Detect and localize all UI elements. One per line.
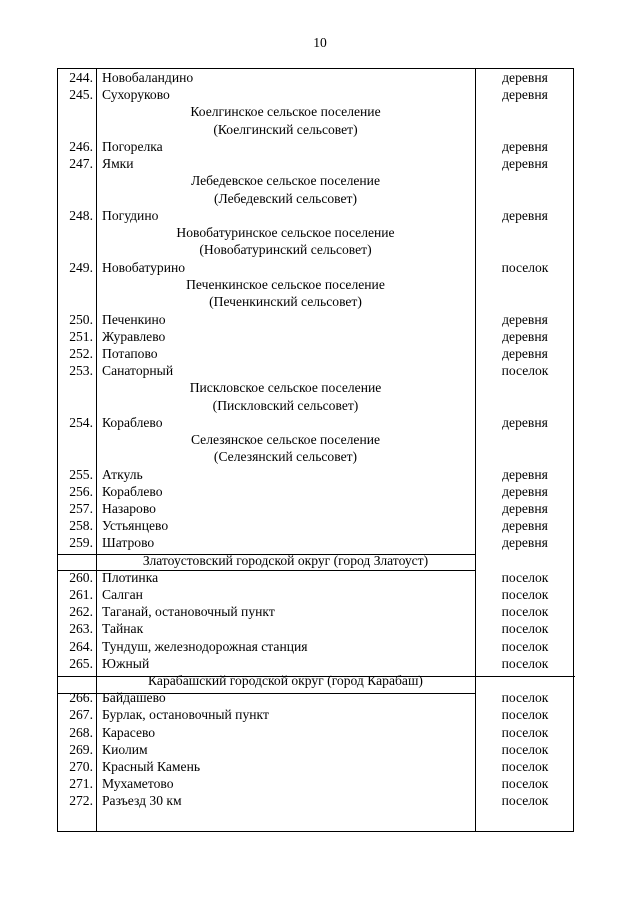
settlement-type: деревня bbox=[502, 311, 548, 327]
settlement-type: деревня bbox=[502, 466, 548, 482]
settlement-name: Погорелка bbox=[102, 138, 163, 154]
row-number: 269. bbox=[69, 741, 93, 757]
settlement-type: деревня bbox=[502, 414, 548, 430]
page-number: 10 bbox=[313, 35, 327, 50]
settlement-name: Киолим bbox=[102, 741, 148, 757]
settlement-name: Назарово bbox=[102, 501, 156, 516]
row-number: 247. bbox=[69, 156, 93, 172]
table-row bbox=[58, 689, 573, 706]
table-row bbox=[58, 569, 573, 586]
row-number: 252. bbox=[69, 345, 93, 361]
row-number: 260. bbox=[69, 569, 93, 585]
row-number: 266. bbox=[69, 690, 93, 706]
settlement-name: Байдашево bbox=[102, 690, 166, 706]
settlement-name: Тундуш, железнодорожная станция bbox=[102, 638, 308, 654]
table-row bbox=[58, 792, 573, 809]
table-row bbox=[58, 207, 573, 224]
row-number: 246. bbox=[69, 138, 93, 154]
row-number: 256. bbox=[69, 483, 93, 499]
settlement-name: Шатрово bbox=[102, 535, 155, 551]
settlement-type: деревня bbox=[502, 70, 548, 85]
settlement-group-header bbox=[58, 379, 573, 396]
settlement-type: поселок bbox=[501, 776, 549, 792]
table-row bbox=[58, 155, 573, 172]
district-header bbox=[58, 552, 573, 569]
row-number: 270. bbox=[69, 759, 93, 775]
settlement-group-header bbox=[58, 224, 573, 241]
settlement-type: деревня bbox=[502, 483, 548, 499]
group-header-text: Селезянское сельское поселение bbox=[190, 432, 381, 448]
settlement-type: поселок bbox=[501, 587, 549, 603]
settlement-type: поселок bbox=[501, 259, 549, 275]
row-number: 268. bbox=[69, 724, 93, 740]
settlement-name: Таганай, остановочный пункт bbox=[102, 604, 275, 620]
settlement-name: Новобатурино bbox=[102, 259, 186, 275]
table-row bbox=[58, 483, 573, 500]
group-header-text: (Новобатуринский сельсовет) bbox=[199, 242, 372, 258]
table-row bbox=[58, 311, 573, 328]
settlement-name: Ямки bbox=[102, 156, 134, 172]
settlement-name: Сухоруково bbox=[102, 87, 170, 103]
settlement-name: Южный bbox=[102, 655, 150, 671]
settlement-type: поселок bbox=[501, 604, 549, 620]
district-title: Карабашский городской округ (город Карабаш) bbox=[148, 672, 423, 688]
row-number: 251. bbox=[69, 328, 93, 344]
settlement-group-header bbox=[58, 397, 573, 414]
row-number: 264. bbox=[69, 638, 93, 654]
table-row bbox=[58, 706, 573, 723]
row-number: 259. bbox=[69, 535, 93, 551]
settlement-group-header bbox=[58, 276, 573, 293]
settlement-type: деревня bbox=[502, 156, 548, 172]
settlement-group-header bbox=[58, 241, 573, 258]
table-row bbox=[58, 603, 573, 620]
settlement-type: поселок bbox=[501, 638, 549, 654]
settlement-name: Журавлево bbox=[102, 328, 166, 344]
row-number: 250. bbox=[69, 311, 93, 327]
settlement-type: деревня bbox=[502, 138, 548, 154]
settlement-name: Устьянцево bbox=[102, 518, 169, 534]
table-row bbox=[58, 86, 573, 103]
settlement-name: Тайнак bbox=[102, 621, 144, 637]
district-title: Златоустовский городской округ (город Златоуст) bbox=[142, 552, 429, 568]
table-row bbox=[58, 775, 573, 792]
row-number: 271. bbox=[69, 776, 93, 792]
settlement-group-header bbox=[58, 121, 573, 138]
table-row bbox=[58, 69, 573, 86]
settlement-type: деревня bbox=[502, 328, 548, 344]
group-header-text: Лебедевское сельское поселение bbox=[191, 173, 380, 189]
settlement-name: Салган bbox=[102, 587, 143, 603]
group-header-text: Новобатуринское сельское поселение bbox=[176, 225, 395, 241]
settlement-name: Плотинка bbox=[102, 569, 159, 585]
table-row bbox=[58, 638, 573, 655]
group-header-text: (Печенкинский сельсовет) bbox=[209, 294, 362, 310]
row-number: 253. bbox=[69, 363, 93, 379]
table-row bbox=[58, 362, 573, 379]
table-row bbox=[58, 724, 573, 741]
settlement-type: поселок bbox=[501, 707, 549, 723]
settlement-type: поселок bbox=[501, 690, 549, 706]
settlement-name: Кораблево bbox=[102, 483, 163, 499]
settlement-type: деревня bbox=[502, 501, 548, 516]
settlement-group-header bbox=[58, 172, 573, 189]
row-number: 244. bbox=[69, 70, 93, 85]
settlement-type: деревня bbox=[502, 207, 548, 223]
row-number: 258. bbox=[69, 518, 93, 534]
group-header-text: (Коелгинский сельсовет) bbox=[213, 121, 358, 137]
settlement-type: поселок bbox=[501, 655, 549, 671]
settlement-type: поселок bbox=[501, 363, 549, 379]
table-row bbox=[58, 259, 573, 276]
row-number: 257. bbox=[69, 501, 93, 516]
settlement-name: Разъезд 30 км bbox=[102, 793, 182, 809]
table-row bbox=[58, 328, 573, 345]
table-row bbox=[58, 517, 573, 534]
settlement-name: Новобаландино bbox=[102, 70, 194, 85]
settlements-table bbox=[57, 68, 574, 832]
table-row bbox=[58, 345, 573, 362]
settlement-name: Кораблево bbox=[102, 414, 163, 430]
table-row bbox=[58, 500, 573, 517]
settlement-name: Потапово bbox=[102, 345, 158, 361]
settlement-name: Бурлак, остановочный пункт bbox=[102, 707, 269, 723]
settlement-name: Карасево bbox=[102, 724, 156, 740]
row-number: 245. bbox=[69, 87, 93, 103]
table-row bbox=[58, 620, 573, 637]
row-number: 265. bbox=[69, 655, 93, 671]
settlement-type: поселок bbox=[501, 741, 549, 757]
settlement-type: поселок bbox=[501, 793, 549, 809]
table-row bbox=[58, 741, 573, 758]
settlement-type: деревня bbox=[502, 535, 548, 551]
table-body bbox=[58, 69, 573, 810]
table-row bbox=[58, 586, 573, 603]
settlement-name: Красный Камень bbox=[102, 759, 201, 775]
settlement-group-header bbox=[58, 448, 573, 465]
settlement-name: Аткуль bbox=[102, 466, 143, 482]
settlement-type: деревня bbox=[502, 518, 548, 534]
row-number: 249. bbox=[69, 259, 93, 275]
group-header-text: Коелгинское сельское поселение bbox=[190, 104, 381, 120]
settlement-group-header bbox=[58, 103, 573, 120]
settlement-type: деревня bbox=[502, 87, 548, 103]
settlement-group-header bbox=[58, 190, 573, 207]
group-header-text: (Лебедевский сельсовет) bbox=[213, 190, 358, 206]
row-number: 248. bbox=[69, 207, 93, 223]
row-number: 267. bbox=[69, 707, 93, 723]
row-number: 272. bbox=[69, 793, 93, 809]
district-header bbox=[58, 672, 573, 689]
table-row bbox=[58, 138, 573, 155]
table-row bbox=[58, 414, 573, 431]
settlement-type: поселок bbox=[501, 724, 549, 740]
group-header-text: Пискловское сельское поселение bbox=[189, 380, 382, 396]
row-number: 263. bbox=[69, 621, 93, 637]
table-row bbox=[58, 466, 573, 483]
table-row bbox=[58, 758, 573, 775]
row-number: 262. bbox=[69, 604, 93, 620]
row-number: 261. bbox=[69, 587, 93, 603]
row-number: 255. bbox=[69, 466, 93, 482]
settlement-name: Санаторный bbox=[102, 363, 174, 379]
settlement-type: поселок bbox=[501, 621, 549, 637]
settlement-type: поселок bbox=[501, 569, 549, 585]
group-header-text: Печенкинское сельское поселение bbox=[186, 276, 385, 292]
table-row bbox=[58, 534, 573, 551]
settlement-name: Мухаметово bbox=[102, 776, 174, 792]
row-number: 254. bbox=[69, 414, 93, 430]
table-row bbox=[58, 655, 573, 672]
group-header-text: (Селезянский сельсовет) bbox=[213, 449, 358, 465]
settlement-name: Погудино bbox=[102, 207, 159, 223]
settlement-group-header bbox=[58, 293, 573, 310]
settlement-name: Печенкино bbox=[102, 311, 166, 327]
settlement-type: деревня bbox=[502, 345, 548, 361]
settlement-group-header bbox=[58, 431, 573, 448]
group-header-text: (Пискловский сельсовет) bbox=[212, 397, 359, 413]
settlement-type: поселок bbox=[501, 759, 549, 775]
